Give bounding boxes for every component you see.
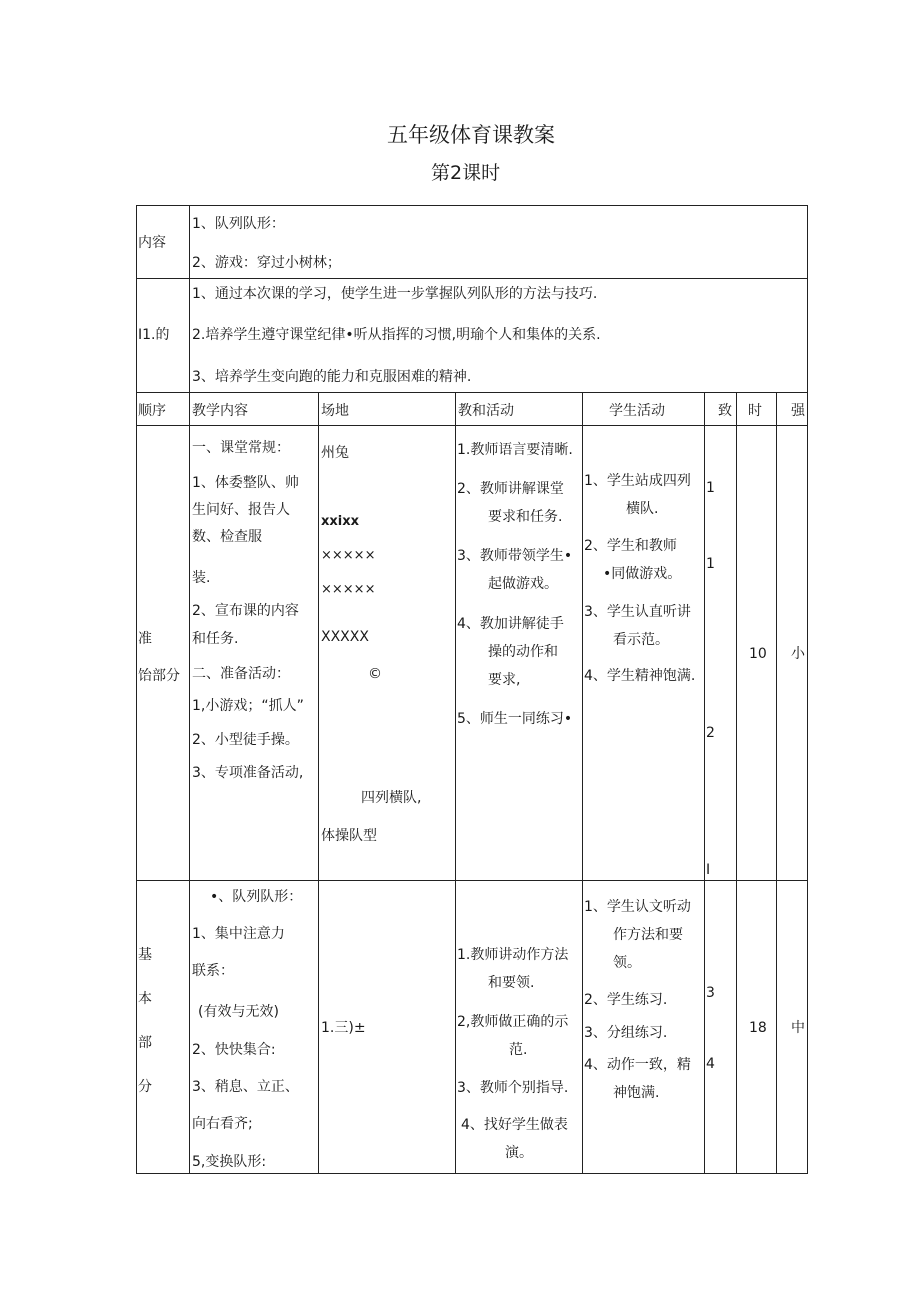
page-title: 五年级体育课教案 xyxy=(387,123,555,147)
header-student-activity: 学生活动 xyxy=(609,403,665,419)
prep-count: I xyxy=(706,862,711,878)
prep-venue-line: XXXXX xyxy=(321,629,369,645)
table-border xyxy=(136,425,808,426)
main-intensity: 中 xyxy=(791,1020,805,1036)
prep-content-line: 1、体委整队、帅 xyxy=(192,475,299,491)
main-teacher-line: 4、找好学生做表 xyxy=(461,1117,568,1133)
header-count: 致 xyxy=(718,403,732,419)
prep-content-line: 装. xyxy=(192,570,211,586)
prep-content-line: 2、宣布课的内容 xyxy=(192,603,299,619)
prep-content-line: 二、准备活动： xyxy=(192,666,290,682)
prep-teacher-line: 1.教师语言要清晰. xyxy=(457,442,573,458)
objective-line: 1、通过本次课的学习，使学生进一步掌握队列队形的方法与技巧. xyxy=(192,286,598,302)
prep-teacher-line: 操的动作和 xyxy=(488,644,558,660)
prep-student-line: 看示范。 xyxy=(613,632,669,648)
main-student-line: 神饱满. xyxy=(613,1085,660,1101)
main-section-label: 本 xyxy=(138,991,152,1007)
objectives-label: I1.的 xyxy=(138,327,170,343)
main-student-line: 3、分组练习. xyxy=(584,1025,668,1041)
main-section-label: 基 xyxy=(138,947,152,963)
prep-intensity: 小 xyxy=(791,646,805,662)
main-time: 18 xyxy=(749,1020,767,1036)
prep-content-line: 1,小游戏；“抓人” xyxy=(192,698,304,714)
prep-teacher-line: 5、师生一同练习• xyxy=(457,711,573,727)
table-border xyxy=(776,392,777,1174)
prep-teacher-line: 起做游戏。 xyxy=(488,576,558,592)
main-student-line: 4、动作一致，精 xyxy=(584,1057,691,1073)
table-border xyxy=(318,392,319,1174)
prep-content-line: 3、专项准备活动, xyxy=(192,765,304,781)
prep-venue-line: ××××× xyxy=(321,548,376,563)
content-label: 内容 xyxy=(138,235,166,251)
table-border xyxy=(136,392,808,393)
objective-line: 3、培养学生变向跑的能力和克服困难的精神. xyxy=(192,369,472,385)
prep-content-line: 数、检查服 xyxy=(192,529,262,545)
main-teacher-line: 1.教师讲动作方法 xyxy=(457,947,569,963)
main-student-line: 1、学生认文听动 xyxy=(584,899,691,915)
page-subtitle: 第2课时 xyxy=(431,162,501,184)
main-teacher-line: 和要领. xyxy=(488,975,535,991)
prep-teacher-line: 3、教师带领学生• xyxy=(457,548,573,564)
prep-student-line: 1、学生站成四列 xyxy=(584,473,691,489)
main-content-line: 5,变换队形: xyxy=(192,1154,267,1170)
prep-teacher-line: 要求和任务. xyxy=(488,509,563,525)
main-teacher-line: 演。 xyxy=(505,1145,533,1161)
main-teacher-line: 3、教师个别指导. xyxy=(457,1080,569,1096)
prep-venue-line: ××××× xyxy=(321,582,376,597)
main-venue-line: 1.三)± xyxy=(321,1020,366,1036)
table-border xyxy=(455,392,456,1174)
prep-count: 1 xyxy=(706,556,715,572)
main-content-line: 2、快快集合: xyxy=(192,1042,276,1058)
table-border xyxy=(136,880,808,881)
prep-student-line: 4、学生精神饱满. xyxy=(584,668,696,684)
prep-section-label: 准 xyxy=(138,631,152,647)
header-order: 顺序 xyxy=(138,403,166,419)
main-student-line: 领。 xyxy=(613,955,641,971)
table-border xyxy=(704,392,705,1174)
main-teacher-line: 范. xyxy=(509,1042,528,1058)
prep-venue-line: © xyxy=(368,666,382,682)
table-border xyxy=(582,392,583,1174)
prep-count: 2 xyxy=(706,725,715,741)
main-content-line: 1、集中注意力 xyxy=(192,926,285,942)
main-student-line: 作方法和要 xyxy=(613,927,683,943)
prep-venue-line: 四列横队, xyxy=(361,790,422,806)
header-teacher-activity: 教和活动 xyxy=(458,403,514,419)
main-content-line: •、队列队形： xyxy=(210,889,303,905)
table-border xyxy=(136,278,808,279)
main-content-line: (有效与无效) xyxy=(198,1004,279,1020)
prep-venue-line: 州兔 xyxy=(321,445,349,461)
objective-line: 2.培养学生遵守课堂纪律•听从指挥的习惯,明瑜个人和集体的关系. xyxy=(192,327,601,343)
main-content-line: 联系： xyxy=(192,963,234,979)
prep-section-label: 饴部分 xyxy=(138,668,180,684)
header-time: 时 xyxy=(748,403,762,419)
main-count: 3 xyxy=(706,985,715,1001)
content-line: 1、队列队形： xyxy=(192,216,285,232)
table-border xyxy=(136,205,137,1174)
prep-content-line: 和任务. xyxy=(192,631,239,647)
prep-venue-line: xxixx xyxy=(321,514,359,529)
prep-count: 1 xyxy=(706,480,715,496)
prep-teacher-line: 4、教加讲解徒手 xyxy=(457,616,564,632)
main-section-label: 部 xyxy=(138,1035,152,1051)
header-intensity: 强 xyxy=(791,403,805,419)
prep-content-line: 生问好、报告人 xyxy=(192,502,290,518)
prep-student-line: 2、学生和教师 xyxy=(584,538,677,554)
prep-venue-line: 体操队型 xyxy=(321,828,377,844)
table-border xyxy=(736,392,737,1174)
main-count: 4 xyxy=(706,1056,715,1072)
table-border xyxy=(807,205,808,1174)
main-teacher-line: 2,教师做正确的示 xyxy=(457,1014,569,1030)
prep-content-line: 一、课堂常规： xyxy=(192,440,290,456)
prep-teacher-line: 2、教师讲解课堂 xyxy=(457,481,564,497)
table-border xyxy=(136,205,808,206)
prep-student-line: 横队. xyxy=(626,501,659,517)
main-section-label: 分 xyxy=(138,1079,152,1095)
prep-time: 10 xyxy=(749,646,767,662)
main-content-line: 3、稍息、立正、 xyxy=(192,1079,299,1095)
main-student-line: 2、学生练习. xyxy=(584,992,668,1008)
content-line: 2、游戏：穿过小树林； xyxy=(192,255,341,271)
table-border xyxy=(136,1173,808,1174)
prep-teacher-line: 要求, xyxy=(488,672,521,688)
prep-content-line: 2、小型徒手操。 xyxy=(192,732,299,748)
header-venue: 场地 xyxy=(321,403,349,419)
table-border xyxy=(189,205,190,1174)
main-content-line: 向右看齐; xyxy=(192,1116,253,1132)
header-content: 教学内容 xyxy=(192,403,248,419)
prep-student-line: •同做游戏。 xyxy=(603,566,682,582)
prep-student-line: 3、学生认直听讲 xyxy=(584,604,691,620)
